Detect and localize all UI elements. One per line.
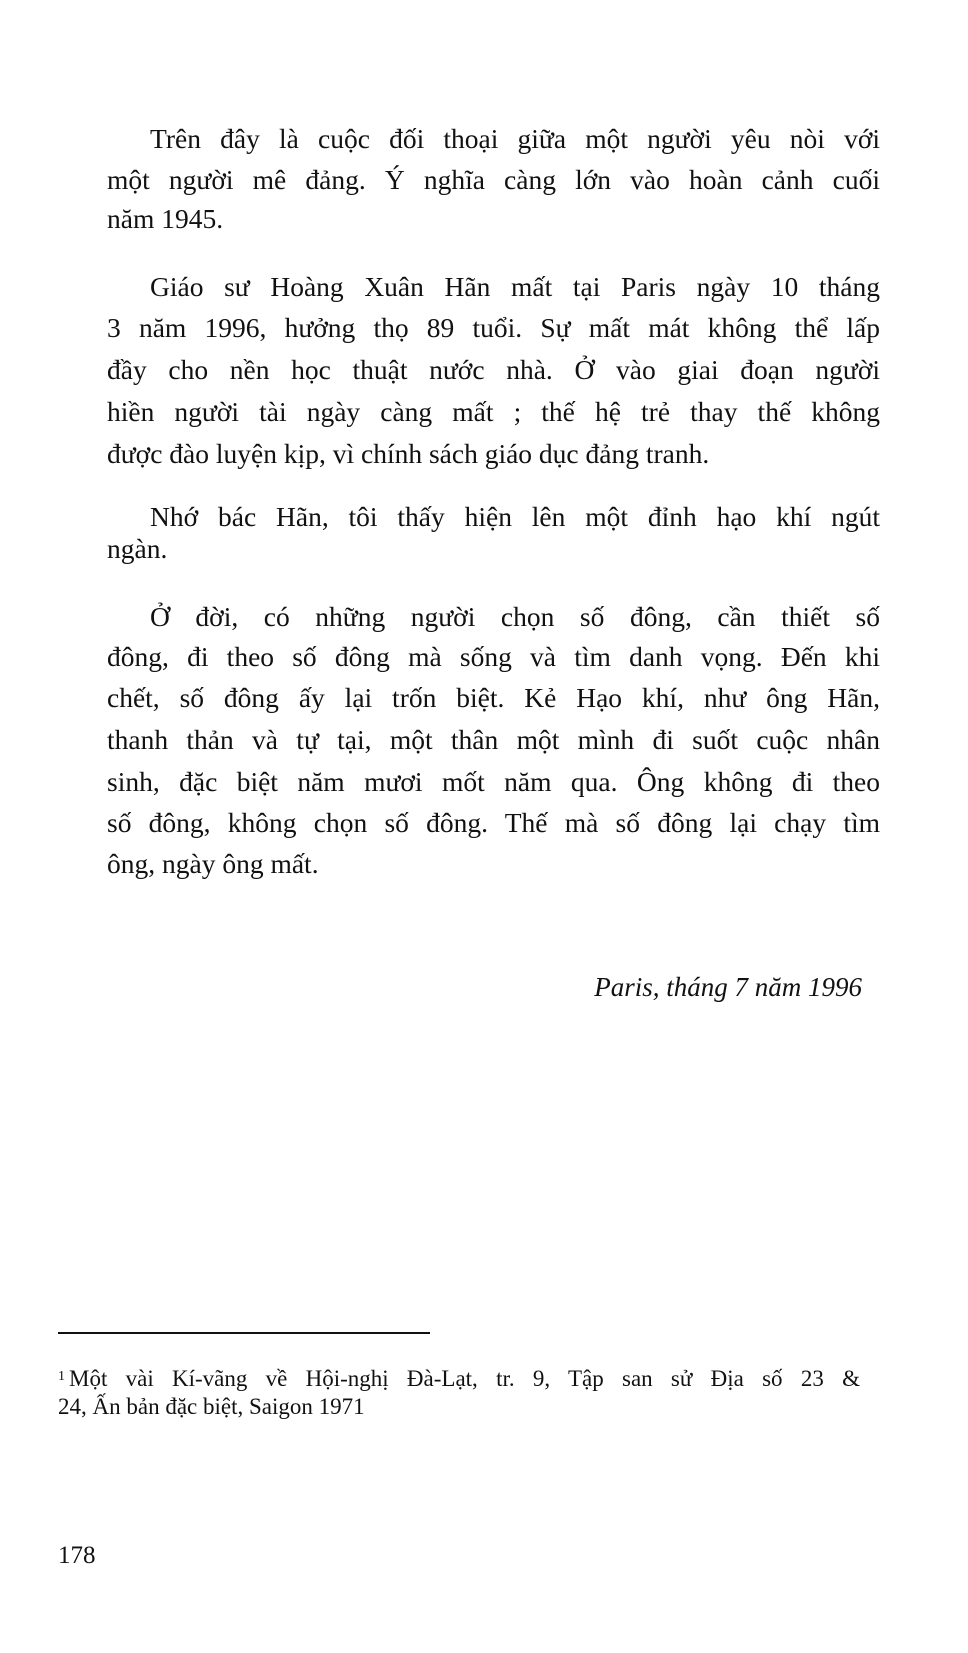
paragraph-2-line: 3 năm 1996, hưởng thọ 89 tuổi. Sự mất mát không thể lấp (107, 312, 880, 343)
paragraph-2-line: hiền người tài ngày càng mất ; thế hệ trẻ thay thế không (107, 396, 880, 427)
paragraph-2-line: được đào luyện kịp, vì chính sách giáo dục đảng tranh. (107, 438, 710, 469)
paragraph-1-line: một người mê đảng. Ý nghĩa càng lớn vào hoàn cảnh cuối (107, 164, 880, 195)
paragraph-1-line: Trên đây là cuộc đối thoại giữa một người yêu nòi với (150, 123, 880, 154)
page-number: 178 (58, 1542, 96, 1569)
paragraph-1-line: năm 1945. (107, 203, 224, 234)
footnote-marker: 1 (58, 1369, 65, 1384)
paragraph-4-line: thanh thản và tự tại, một thân một mình đi suốt cuộc nhân (107, 724, 880, 755)
signature-place-date: Paris, tháng 7 năm 1996 (594, 972, 862, 1002)
paragraph-4-line: đông, đi theo số đông mà sống và tìm danh vọng. Đến khi (107, 641, 880, 672)
paragraph-4-line: sinh, đặc biệt năm mươi mốt năm qua. Ông không đi theo (107, 766, 880, 797)
paragraph-2-line: Giáo sư Hoàng Xuân Hãn mất tại Paris ngày 10 tháng (150, 271, 880, 302)
paragraph-4-line: số đông, không chọn số đông. Thế mà số đông lại chạy tìm (107, 807, 880, 838)
paragraph-4-line: Ở đời, có những người chọn số đông, cần thiết số (150, 601, 880, 632)
paragraph-4-line: chết, số đông ấy lại trốn biệt. Kẻ Hạo khí, như ông Hãn, (107, 682, 880, 713)
footnote-line (58, 1362, 860, 1394)
paragraph-2-line: đầy cho nền học thuật nước nhà. Ở vào giai đoạn người (107, 354, 880, 385)
paragraph-3-line: ngàn. (107, 533, 168, 564)
footnote-divider (58, 1332, 430, 1334)
paragraph-4-line: ông, ngày ông mất. (107, 848, 319, 879)
footnote-text: Một vài Kí-vãng về Hội-nghị Đà-Lạt, tr. 9, Tập san sử Địa số 23 & (69, 1366, 860, 1391)
footnote-line: 24, Ấn bản đặc biệt, Saigon 1971 (58, 1394, 365, 1419)
paragraph-3-line: Nhớ bác Hãn, tôi thấy hiện lên một đỉnh hạo khí ngút (150, 501, 880, 532)
